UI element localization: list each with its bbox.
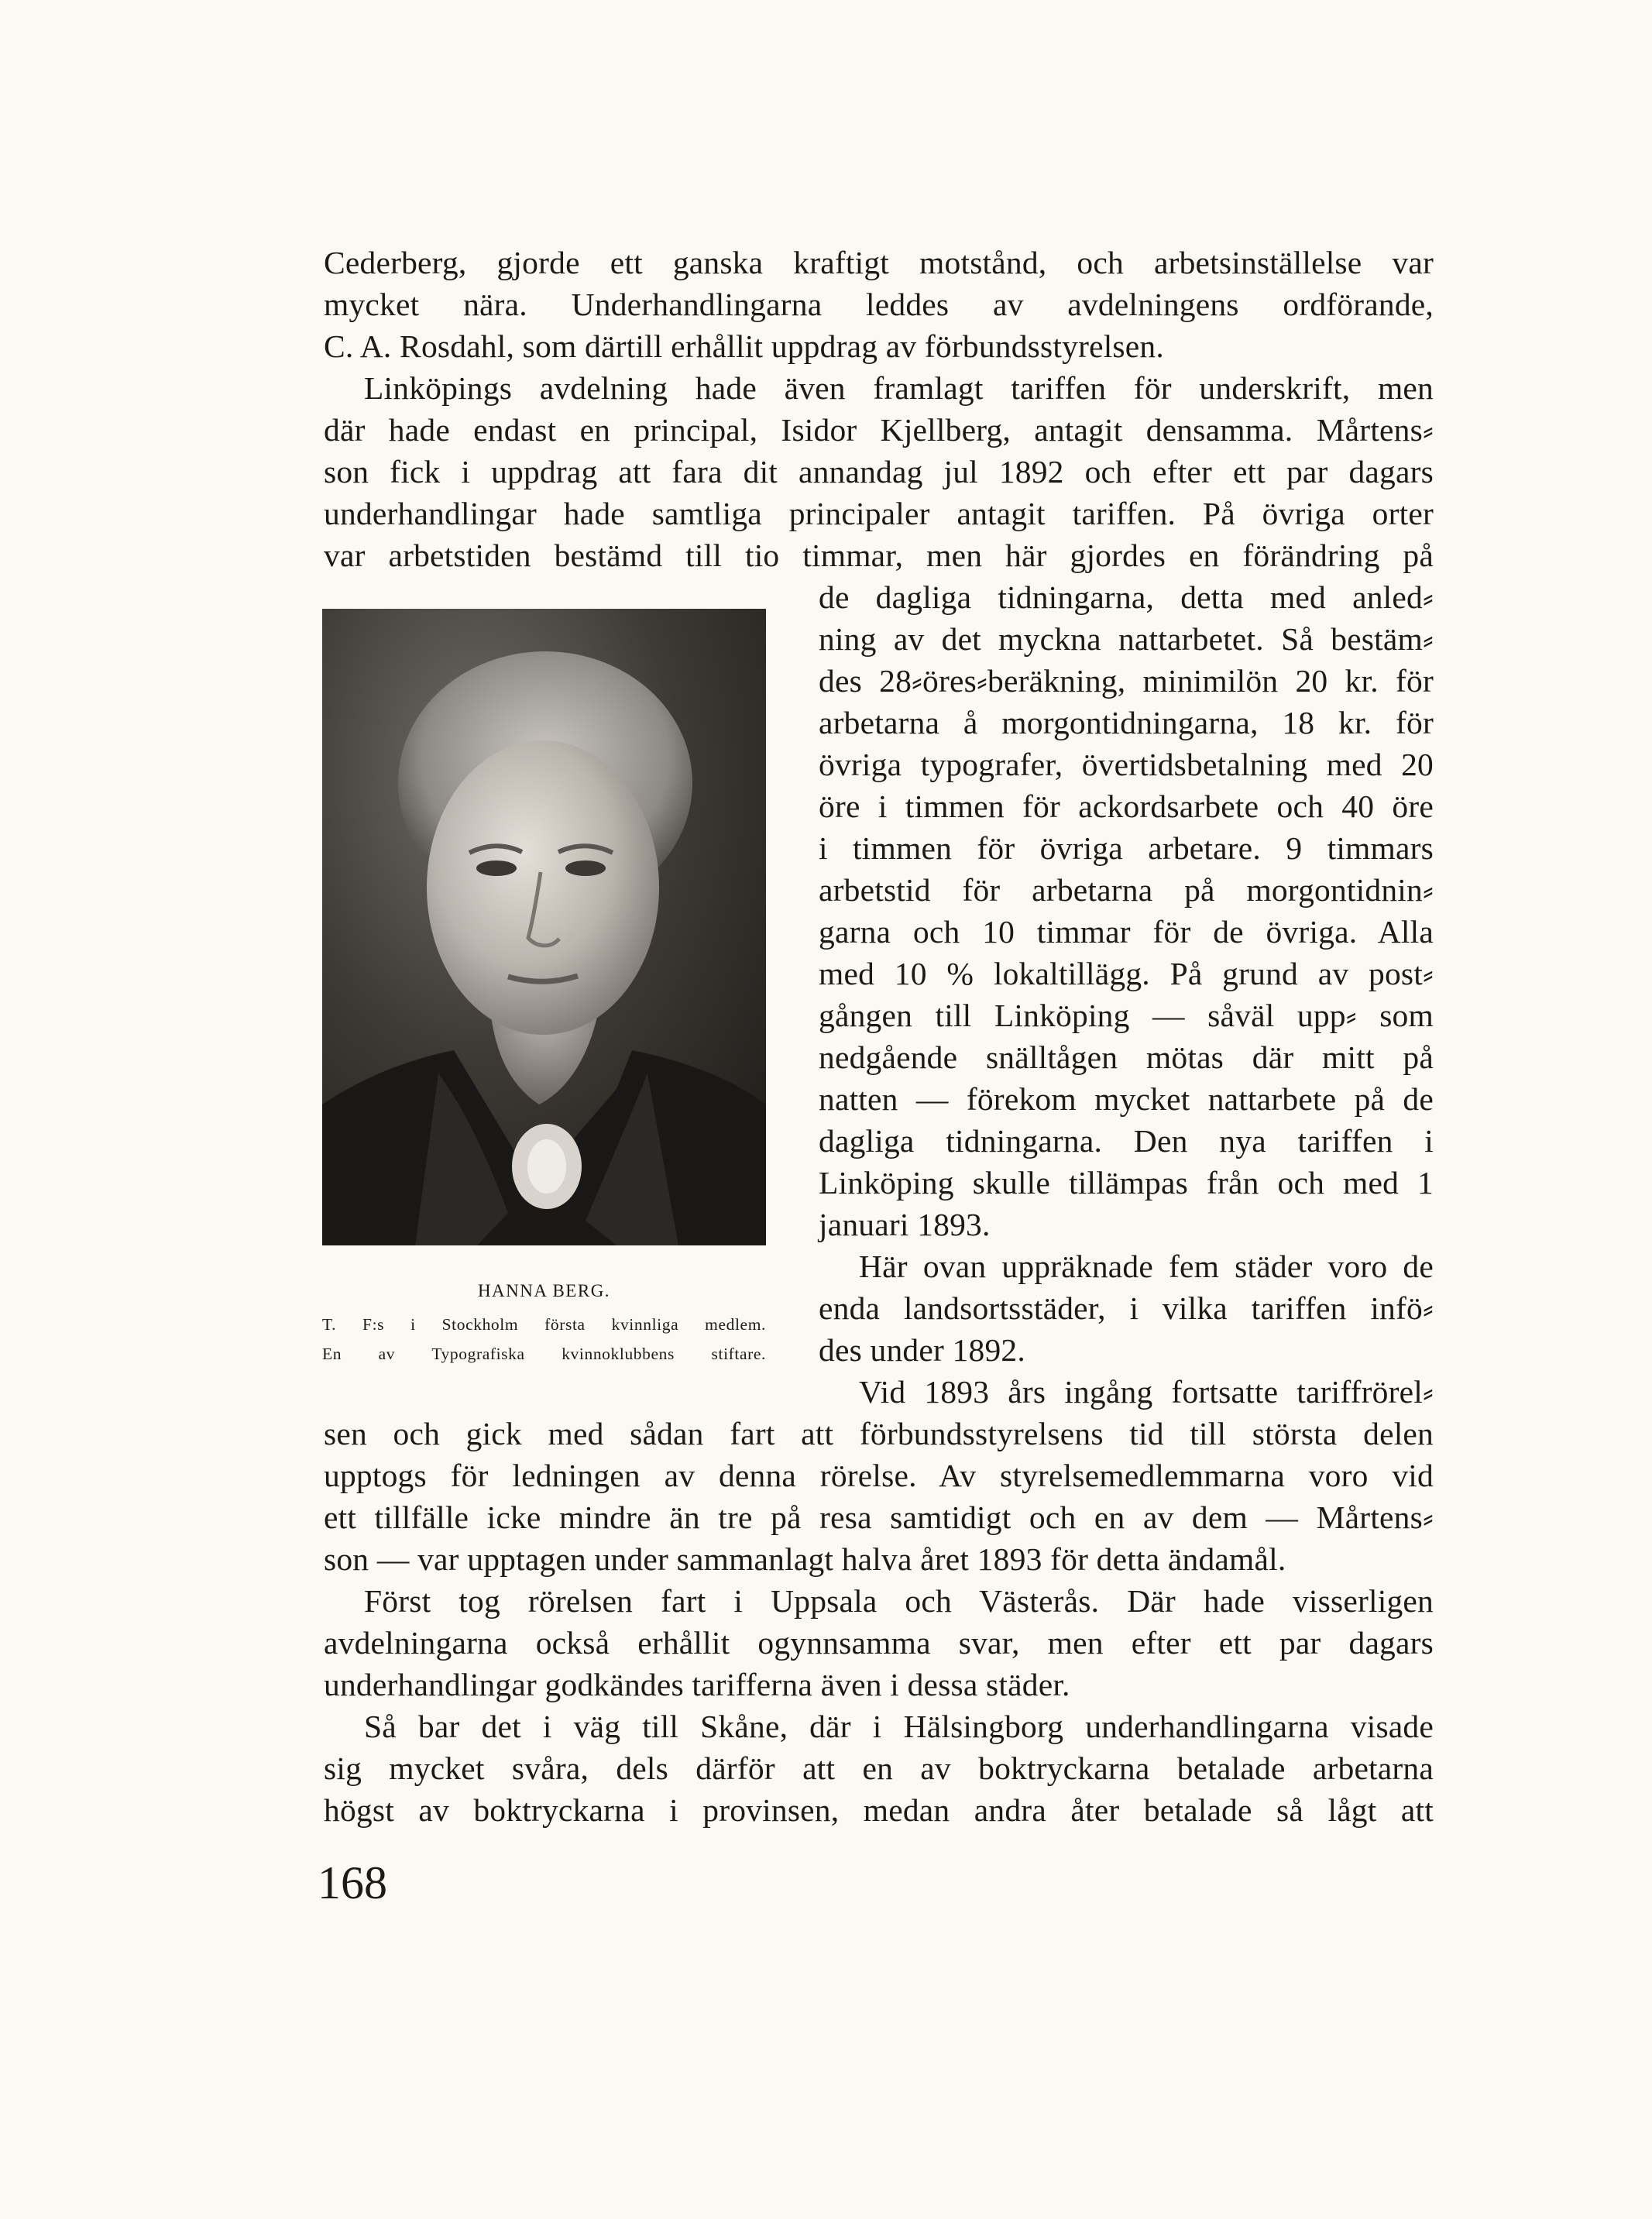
body-line: Så bar det i väg till Skåne, där i Hälsingborg underhandlingarna visade [364,1709,1434,1744]
body-line: ett tillfälle icke mindre än tre på resa samtidigt och en av dem — Mårtens⸗ [324,1499,1434,1535]
column-line: Här ovan uppräknade fem städer voro de [859,1249,1434,1284]
column-line: garna och 10 timmar för de övriga. Alla [819,914,1434,950]
figure-caption-name: HANNA BERG. [477,1281,611,1300]
column-line: des under 1892. [819,1332,1025,1368]
body-line: son fick i uppdrag att fara dit annandag jul 1892 och efter ett par dagars [324,454,1434,489]
body-line: där hade endast en principal, Isidor Kjellberg, antagit densamma. Mårtens⸗ [324,412,1434,448]
page-number: 168 [318,1857,387,1908]
body-line: C. A. Rosdahl, som därtill erhållit uppdrag av förbundsstyrelsen. [324,328,1164,364]
column-line: nedgående snälltågen mötas där mitt på [819,1039,1434,1075]
body-line: var arbetstiden bestämd till tio timmar, men här gjordes en förändring på [324,538,1434,573]
column-line: januari 1893. [819,1207,991,1242]
column-line: de dagliga tidningarna, detta med anled⸗ [819,579,1434,615]
figure-caption-line: En av Typografiska kvinnoklubbens stiftare. [322,1345,766,1363]
column-line: med 10 % lokaltillägg. På grund av post⸗ [819,956,1434,991]
column-line: ning av det myckna nattarbetet. Så bestäm⸗ [819,621,1434,657]
column-line: gången till Linköping — såväl upp⸗ som [819,998,1434,1033]
body-line: underhandlingar hade samtliga principaler antagit tariffen. På övriga orter [324,496,1434,531]
body-line: Linköpings avdelning hade även framlagt tariffen för underskrift, men [364,370,1434,406]
body-line: son — var upptagen under sammanlagt halva året 1893 för detta ändamål. [324,1541,1286,1577]
column-line: Vid 1893 års ingång fortsatte tariffrörel⸗ [859,1374,1434,1410]
column-line: arbetstid för arbetarna på morgontidnin⸗ [819,872,1434,908]
figure-caption-line: T. F:s i Stockholm första kvinnliga medlem. [322,1315,766,1334]
column-line: öre i timmen för ackordsarbete och 40 öre [819,788,1434,824]
column-line: Linköping skulle tillämpas från och med 1 [819,1165,1434,1201]
column-line: des 28⸗öres⸗beräkning, minimilön 20 kr. för [819,663,1434,699]
column-line: i timmen för övriga arbetare. 9 timmars [819,830,1434,866]
body-line: högst av boktryckarna i provinsen, medan andra åter betalade så lågt att [324,1792,1434,1828]
body-line: sig mycket svåra, dels därför att en av boktryckarna betalade arbetarna [324,1750,1434,1786]
column-line: övriga typografer, övertidsbetalning med 20 [819,747,1434,782]
portrait-photo [322,609,766,1245]
column-line: dagliga tidningarna. Den nya tariffen i [819,1123,1434,1159]
body-line: Först tog rörelsen fart i Uppsala och Västerås. Där hade visserligen [364,1583,1434,1619]
body-line: mycket nära. Underhandlingarna leddes av avdelningens ordförande, [324,287,1434,322]
body-line: avdelningarna också erhållit ogynnsamma svar, men efter ett par dagars [324,1625,1434,1661]
body-line: sen och gick med sådan fart att förbundsstyrelsens tid till största delen [324,1416,1434,1451]
column-line: natten — förekom mycket nattarbete på de [819,1081,1434,1117]
body-line: upptogs för ledningen av denna rörelse. Av styrelsemedlemmarna voro vid [324,1458,1434,1493]
column-line: enda landsortsstäder, i vilka tariffen infö⸗ [819,1290,1434,1326]
body-line: Cederberg, gjorde ett ganska kraftigt motstånd, och arbetsinställelse var [324,245,1434,280]
column-line: arbetarna å morgontidningarna, 18 kr. för [819,705,1434,740]
body-line: underhandlingar godkändes tarifferna även i dessa städer. [324,1667,1070,1702]
